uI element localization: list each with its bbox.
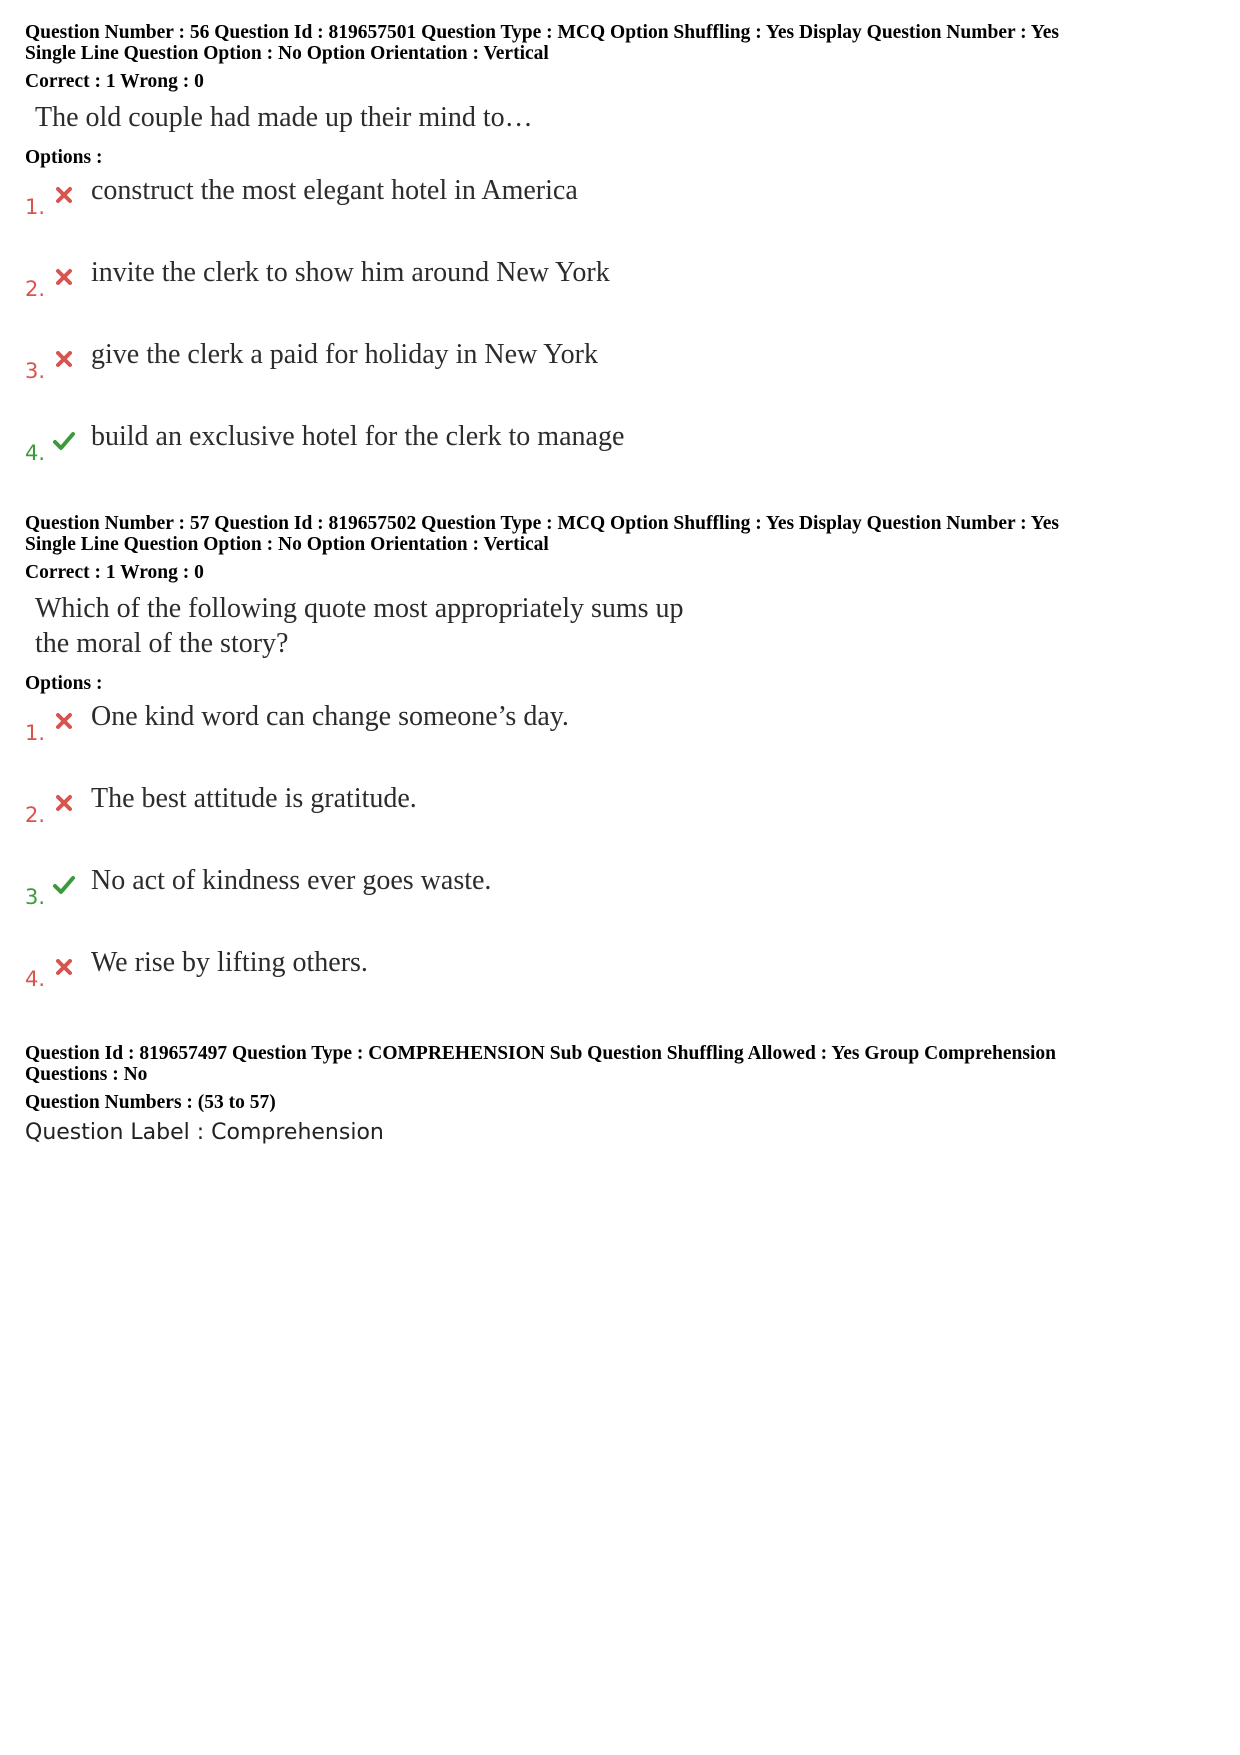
option-item	[25, 859, 1215, 941]
option-number: 4.	[25, 441, 46, 465]
option-item	[25, 941, 1215, 1023]
question-label: Question Label : Comprehension	[25, 1120, 384, 1145]
question-numbers-line: Question Numbers : (53 to 57)	[25, 1092, 276, 1113]
question-meta-line: Single Line Question Option : No Option Orientation : Vertical	[25, 534, 549, 555]
option-item	[25, 333, 1215, 415]
option-item	[25, 251, 1215, 333]
option-item	[25, 695, 1215, 777]
cross-icon	[52, 265, 76, 289]
cross-icon	[52, 955, 76, 979]
option-item	[25, 777, 1215, 859]
option-text: give the clerk a paid for holiday in New York	[91, 339, 598, 370]
option-item	[25, 169, 1215, 251]
question-meta-line: Single Line Question Option : No Option Orientation : Vertical	[25, 43, 549, 64]
option-number: 1.	[25, 195, 46, 219]
option-text: One kind word can change someone’s day.	[91, 701, 569, 732]
option-text: construct the most elegant hotel in America	[91, 175, 578, 206]
comprehension-block	[25, 1043, 1215, 1147]
option-number: 2.	[25, 803, 46, 827]
question-56-block	[25, 22, 1215, 497]
question-meta-line: Question Number : 56 Question Id : 819657501 Question Type : MCQ Option Shuffling : Yes Display Question Number : Yes	[25, 22, 1059, 43]
cross-icon	[52, 709, 76, 733]
question-57-block	[25, 513, 1215, 1023]
comprehension-meta-line: Question Id : 819657497 Question Type : COMPREHENSION Sub Question Shuffling Allowed : Yes Group Comprehension	[25, 1043, 1056, 1064]
option-text: invite the clerk to show him around New York	[91, 257, 610, 288]
option-text: We rise by lifting others.	[91, 947, 368, 978]
options-label: Options :	[25, 673, 103, 694]
option-item	[25, 415, 1215, 497]
question-meta-line: Question Number : 57 Question Id : 819657502 Question Type : MCQ Option Shuffling : Yes Display Question Number : Yes	[25, 513, 1059, 534]
option-number: 3.	[25, 885, 46, 909]
comprehension-meta-line: Questions : No	[25, 1064, 148, 1085]
option-text: No act of kindness ever goes waste.	[91, 865, 492, 896]
option-number: 3.	[25, 359, 46, 383]
option-number: 1.	[25, 721, 46, 745]
marks-line: Correct : 1 Wrong : 0	[25, 71, 204, 92]
check-icon	[52, 429, 76, 453]
option-number: 4.	[25, 967, 46, 991]
marks-line: Correct : 1 Wrong : 0	[25, 562, 204, 583]
options-label: Options :	[25, 147, 103, 168]
option-number: 2.	[25, 277, 46, 301]
cross-icon	[52, 791, 76, 815]
option-text: The best attitude is gratitude.	[91, 783, 417, 814]
question-text: The old couple had made up their mind to…	[35, 102, 533, 133]
cross-icon	[52, 183, 76, 207]
question-text: Which of the following quote most appropriately sums up the moral of the story?	[35, 593, 684, 659]
check-icon	[52, 873, 76, 897]
option-text: build an exclusive hotel for the clerk to manage	[91, 421, 625, 452]
question-paper-page	[25, 22, 1215, 1147]
cross-icon	[52, 347, 76, 371]
